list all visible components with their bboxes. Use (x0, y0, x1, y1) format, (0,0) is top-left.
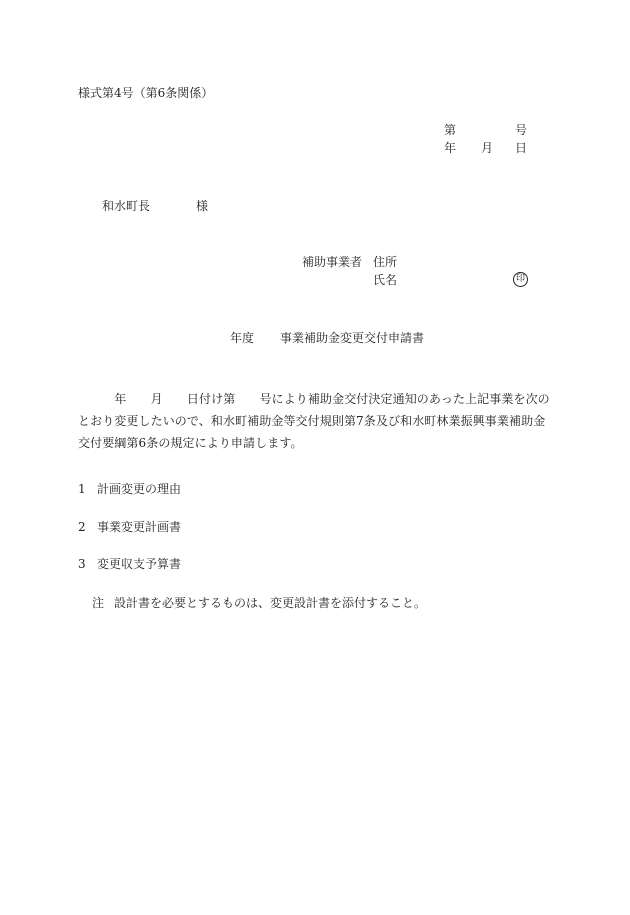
date-year: 年 (444, 141, 457, 155)
applicant-role: 補助事業者 (302, 255, 363, 269)
list-item: 変更収支予算書 (97, 557, 182, 571)
note-text: 設計書を必要とするものは、変更設計書を添付すること。 (114, 596, 427, 610)
page-title: 事業補助金変更交付申請書 (280, 331, 425, 345)
doc-number-dai: 第 (444, 123, 457, 137)
doc-number-go: 号 (515, 123, 528, 137)
seal-icon: 印 (513, 272, 528, 287)
list-item-number: 2 (78, 520, 86, 534)
list-item: 事業変更計画書 (97, 520, 182, 534)
date-month: 月 (481, 141, 494, 155)
note-label: 注 (92, 596, 105, 610)
address-label: 住所 (373, 255, 398, 269)
body-paragraph: 年 月 日付け第 号により補助金交付決定通知のあった上記事業を次のとおり変更したいので、和水町補助金等交付規則第7条及び和水町林業振興事業補助金交付要綱第6条の規定により申請します。 (78, 392, 550, 450)
list-item-number: 1 (78, 482, 86, 496)
name-label: 氏名 (373, 273, 398, 287)
addressee-name: 和水町長 (102, 199, 151, 213)
addressee-honorific: 様 (196, 199, 209, 213)
list-item-number: 3 (78, 557, 86, 571)
form-label: 様式第4号（第6条関係） (78, 86, 214, 100)
date-day: 日 (515, 141, 528, 155)
list-item: 計画変更の理由 (97, 482, 182, 496)
title-fiscal-year: 年度 (230, 331, 255, 345)
